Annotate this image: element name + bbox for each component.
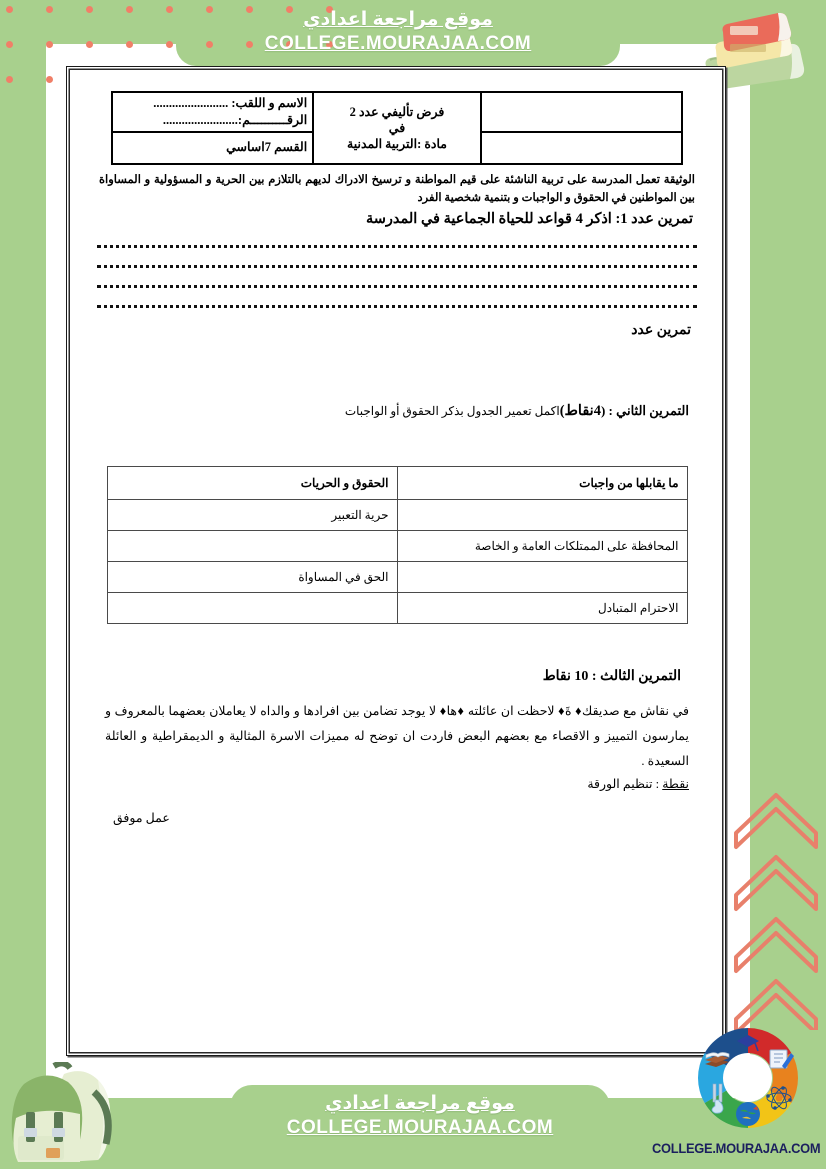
student-name-label: الاسم و اللقب: ........................ — [153, 96, 308, 110]
table-cell-right[interactable] — [107, 593, 397, 624]
backpack-illustration — [2, 1062, 134, 1167]
note-rest: : تنظيم الورقة — [587, 777, 663, 792]
education-wheel-illustration — [692, 1022, 804, 1134]
answer-dotted-line[interactable] — [97, 277, 697, 288]
table-row — [107, 562, 687, 593]
exercise2-title — [95, 403, 689, 420]
decorative-dot — [126, 6, 133, 13]
table-cell-right[interactable]: حرية التعبير — [107, 500, 397, 531]
class-label: القسم 7اساسي — [226, 140, 308, 155]
exam-title-line1: فرض تأليفي عدد 2 — [349, 104, 445, 119]
identity-blank-cell-top — [481, 92, 682, 132]
good-luck-text: عمل موفق — [113, 811, 170, 826]
table-cell-right[interactable]: الحق في المساواة — [107, 562, 397, 593]
answer-dotted-line[interactable] — [97, 257, 697, 268]
footer-site-name-ar: موقع مراجعة اعدادي — [325, 1093, 515, 1114]
identity-class-cell — [112, 132, 313, 164]
corner-watermark-url: COLLEGE.MOURAJAA.COM — [652, 1140, 821, 1156]
exam-title-line2: في — [388, 120, 406, 135]
exercise3-body: في نقاش مع صديقك♦ ةَ♦ لاحظت ان عائلته ♦ها♦ لا يوجد تضامن بين افرادها و والداه لا يعاملان بعضهما بالمعروف و يمارسون التمييز و الاقصاء مع بعضهم البعض فاردت ان توضح له مميزات الاسرة المثالية و الديمقراطية و العائلة السعيدة . — [105, 704, 689, 769]
exam-title-cell — [313, 92, 481, 164]
decorative-dot — [86, 6, 93, 13]
decorative-dot — [6, 41, 13, 48]
header-site-url: COLLEGE.MOURAJAA.COM — [264, 32, 532, 54]
note-underlined-word: نقطة — [662, 777, 689, 792]
table-header-row — [107, 467, 687, 500]
identity-name-cell — [112, 92, 313, 132]
table-row — [107, 500, 687, 531]
decorative-dot — [46, 6, 53, 13]
header-branding — [176, 8, 620, 56]
answer-dotted-line[interactable] — [97, 237, 697, 248]
rights-duties-body — [107, 500, 687, 624]
footer-site-url: COLLEGE.MOURAJAA.COM — [286, 1116, 554, 1138]
decorative-dot — [6, 76, 13, 83]
decorative-dot — [126, 41, 133, 48]
decorative-dot — [46, 41, 53, 48]
footer-branding — [200, 1092, 640, 1140]
decorative-dot — [86, 41, 93, 48]
table-header-rights: الحقوق و الحريات — [107, 467, 397, 500]
exercise2-title-main: التمرين الثاني : ( — [600, 403, 689, 419]
exam-subject: مادة :التربية المدنية — [347, 137, 447, 151]
intro-paragraph: الوثيقة تعمل المدرسة على تربية الناشئة على قيم المواطنة و ترسيخ الادراك لديهم بالتلازم بين الحرية و المسؤولية و المساواة بين المواطنين في الحقوق و الواجبات و بتنمية شخصية الفرد — [99, 173, 695, 204]
table-row — [107, 593, 687, 624]
table-cell-duty[interactable] — [397, 562, 687, 593]
header-site-name-ar: موقع مراجعة اعدادي — [303, 9, 493, 30]
decorative-band-left — [0, 0, 46, 1110]
decorative-dot — [166, 6, 173, 13]
exercise2-points: 4 — [593, 403, 601, 420]
exam-sheet-content — [67, 67, 727, 1057]
table-cell-duty[interactable] — [397, 500, 687, 531]
exercise2-instruction: اكمل تعمير الجدول بذكر الحقوق أو الواجبات — [344, 404, 560, 419]
exercise3-title: التمرين الثالث : 10 نقاط — [542, 669, 681, 685]
decorative-chevron-icons — [728, 785, 824, 1030]
answer-dotted-line[interactable] — [97, 297, 697, 308]
table-header-duties: ما يقابلها من واجبات — [397, 467, 687, 500]
table-cell-duty[interactable]: الاحترام المتبادل — [397, 593, 687, 624]
exercise2-points-suffix: نقاط) — [559, 403, 594, 420]
student-identity-table — [111, 91, 683, 165]
exercise1-footer-label: تمرين عدد — [631, 323, 691, 339]
decorative-dot — [6, 6, 13, 13]
decorative-dot — [166, 41, 173, 48]
table-cell-duty[interactable]: المحافظة على الممتلكات العامة و الخاصة — [397, 531, 687, 562]
identity-blank-cell-bottom — [481, 132, 682, 164]
exercise3-note — [95, 776, 689, 792]
table-cell-right[interactable] — [107, 531, 397, 562]
exercise1-title: تمرين عدد 1: اذكر 4 قواعد للحياة الجماعية في المدرسة — [365, 211, 693, 228]
rights-duties-table — [107, 466, 688, 624]
student-number-label: الرقــــــــــم:........................ — [162, 112, 308, 127]
exam-sheet — [66, 66, 726, 1056]
decorative-dot — [46, 76, 53, 83]
table-row — [107, 531, 687, 562]
exercise1-answer-lines — [95, 237, 699, 308]
